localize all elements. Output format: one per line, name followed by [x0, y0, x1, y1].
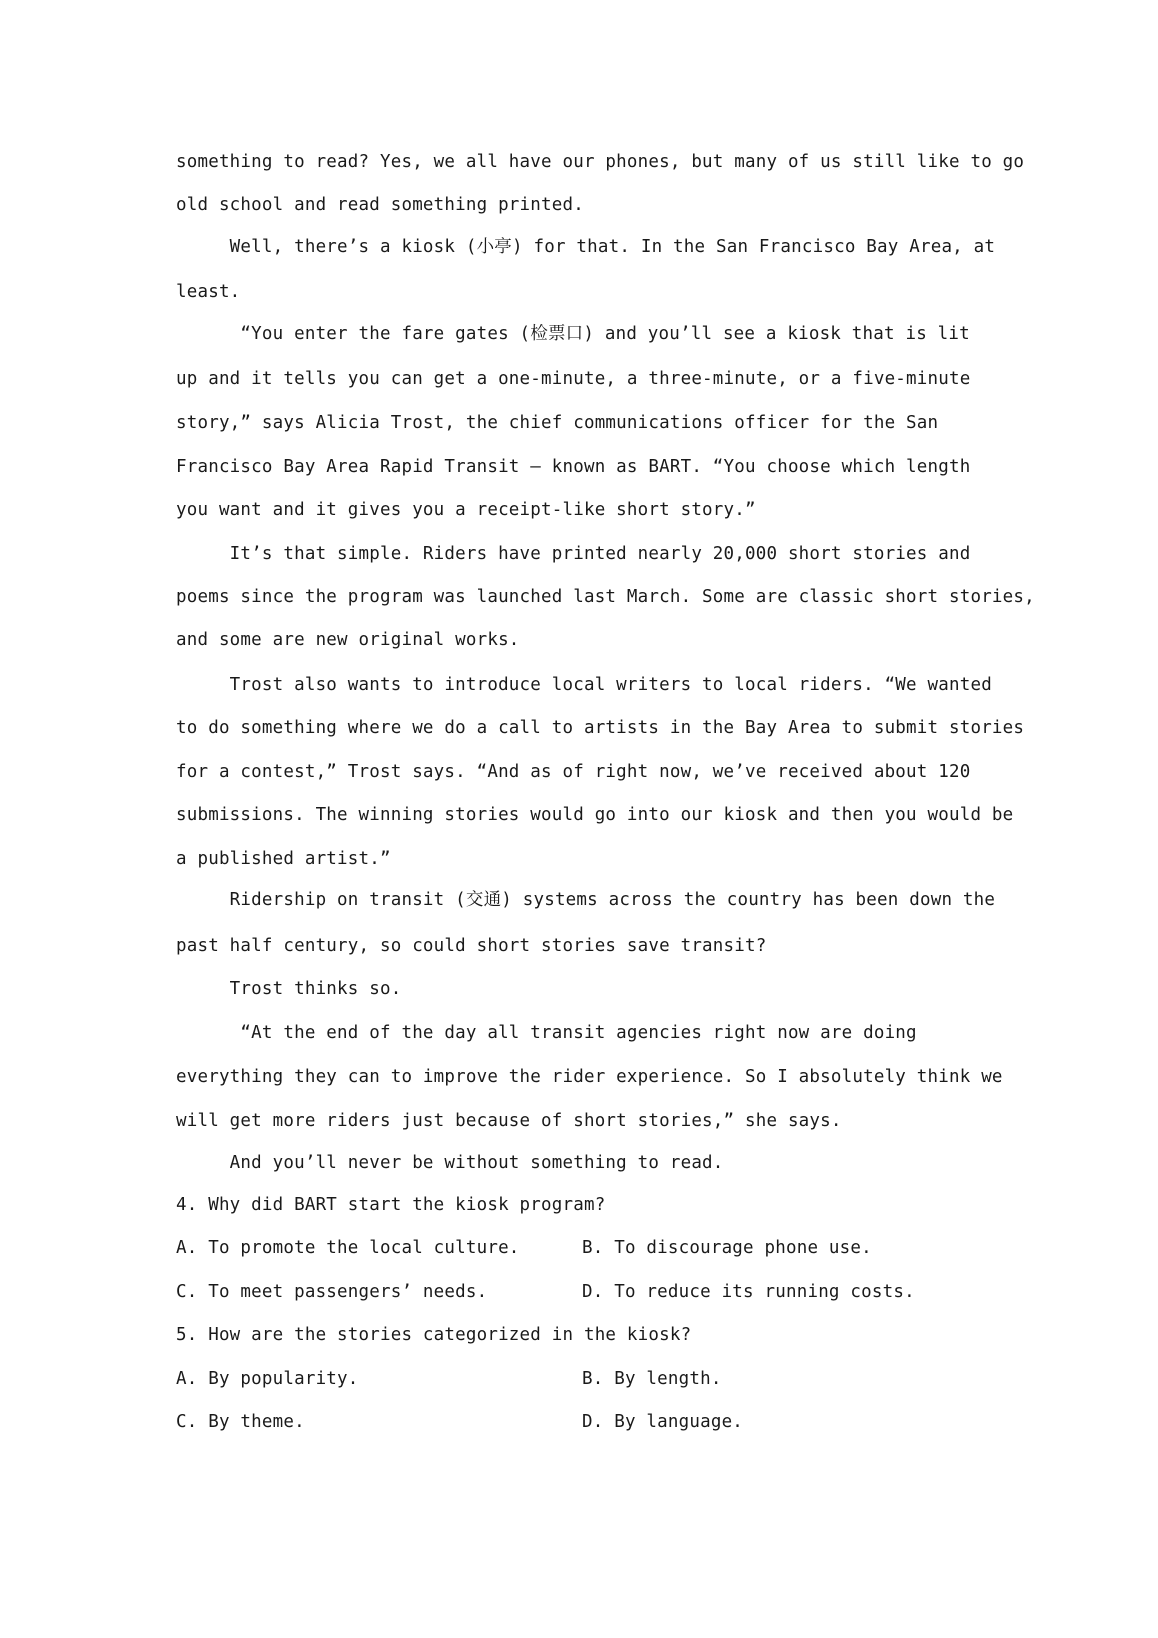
question-5-option-a[interactable]: A. By popularity.: [176, 1369, 359, 1389]
passage-line: “At the end of the day all transit agencies right now are doing: [176, 1023, 917, 1043]
passage-line: Trost thinks so.: [176, 979, 402, 999]
question-4-option-c[interactable]: C. To meet passengers’ needs.: [176, 1282, 488, 1302]
passage-line: past half century, so could short stories save transit?: [176, 936, 767, 956]
passage-line: old school and read something printed.: [176, 195, 584, 215]
passage-line: Trost also wants to introduce local writers to local riders. “We wanted: [176, 675, 992, 695]
passage-line: story,” says Alicia Trost, the chief communications officer for the San: [176, 413, 939, 433]
passage-line: And you’ll never be without something to read.: [176, 1153, 724, 1173]
passage-line: Ridership on transit (交通) systems across the country has been down the: [176, 890, 996, 910]
passage-line: up and it tells you can get a one-minute, a three-minute, or a five-minute: [176, 369, 971, 389]
passage-line: will get more riders just because of short stories,” she says.: [176, 1111, 842, 1131]
passage-line: to do something where we do a call to artists in the Bay Area to submit stories: [176, 718, 1025, 738]
passage-line: least.: [176, 282, 241, 302]
question-5-option-c[interactable]: C. By theme.: [176, 1412, 305, 1432]
question-5-option-d[interactable]: D. By language.: [582, 1412, 744, 1432]
passage-line: you want and it gives you a receipt-like short story.”: [176, 500, 756, 520]
passage-line: something to read? Yes, we all have our phones, but many of us still like to go: [176, 152, 1025, 172]
question-4-option-a[interactable]: A. To promote the local culture.: [176, 1238, 520, 1258]
question-4-option-d[interactable]: D. To reduce its running costs.: [582, 1282, 915, 1302]
passage-line: for a contest,” Trost says. “And as of right now, we’ve received about 120: [176, 762, 971, 782]
passage-line: poems since the program was launched last March. Some are classic short stories,: [176, 587, 1035, 607]
question-5-option-b[interactable]: B. By length.: [582, 1369, 722, 1389]
passage-line: a published artist.”: [176, 849, 391, 869]
passage-line: and some are new original works.: [176, 630, 520, 650]
passage-line: everything they can to improve the rider experience. So I absolutely think we: [176, 1067, 1003, 1087]
passage-line: Francisco Bay Area Rapid Transit — known as BART. “You choose which length: [176, 457, 971, 477]
question-4-stem: 4. Why did BART start the kiosk program?: [176, 1195, 606, 1215]
passage-line: It’s that simple. Riders have printed nearly 20,000 short stories and: [176, 544, 971, 564]
passage-line: Well, there’s a kiosk (小亭) for that. In the San Francisco Bay Area, at: [176, 237, 996, 257]
passage-line: submissions. The winning stories would go into our kiosk and then you would be: [176, 805, 1014, 825]
question-5-stem: 5. How are the stories categorized in the kiosk?: [176, 1325, 692, 1345]
question-4-option-b[interactable]: B. To discourage phone use.: [582, 1238, 872, 1258]
passage-line: “You enter the fare gates (检票口) and you’ll see a kiosk that is lit: [176, 324, 970, 344]
